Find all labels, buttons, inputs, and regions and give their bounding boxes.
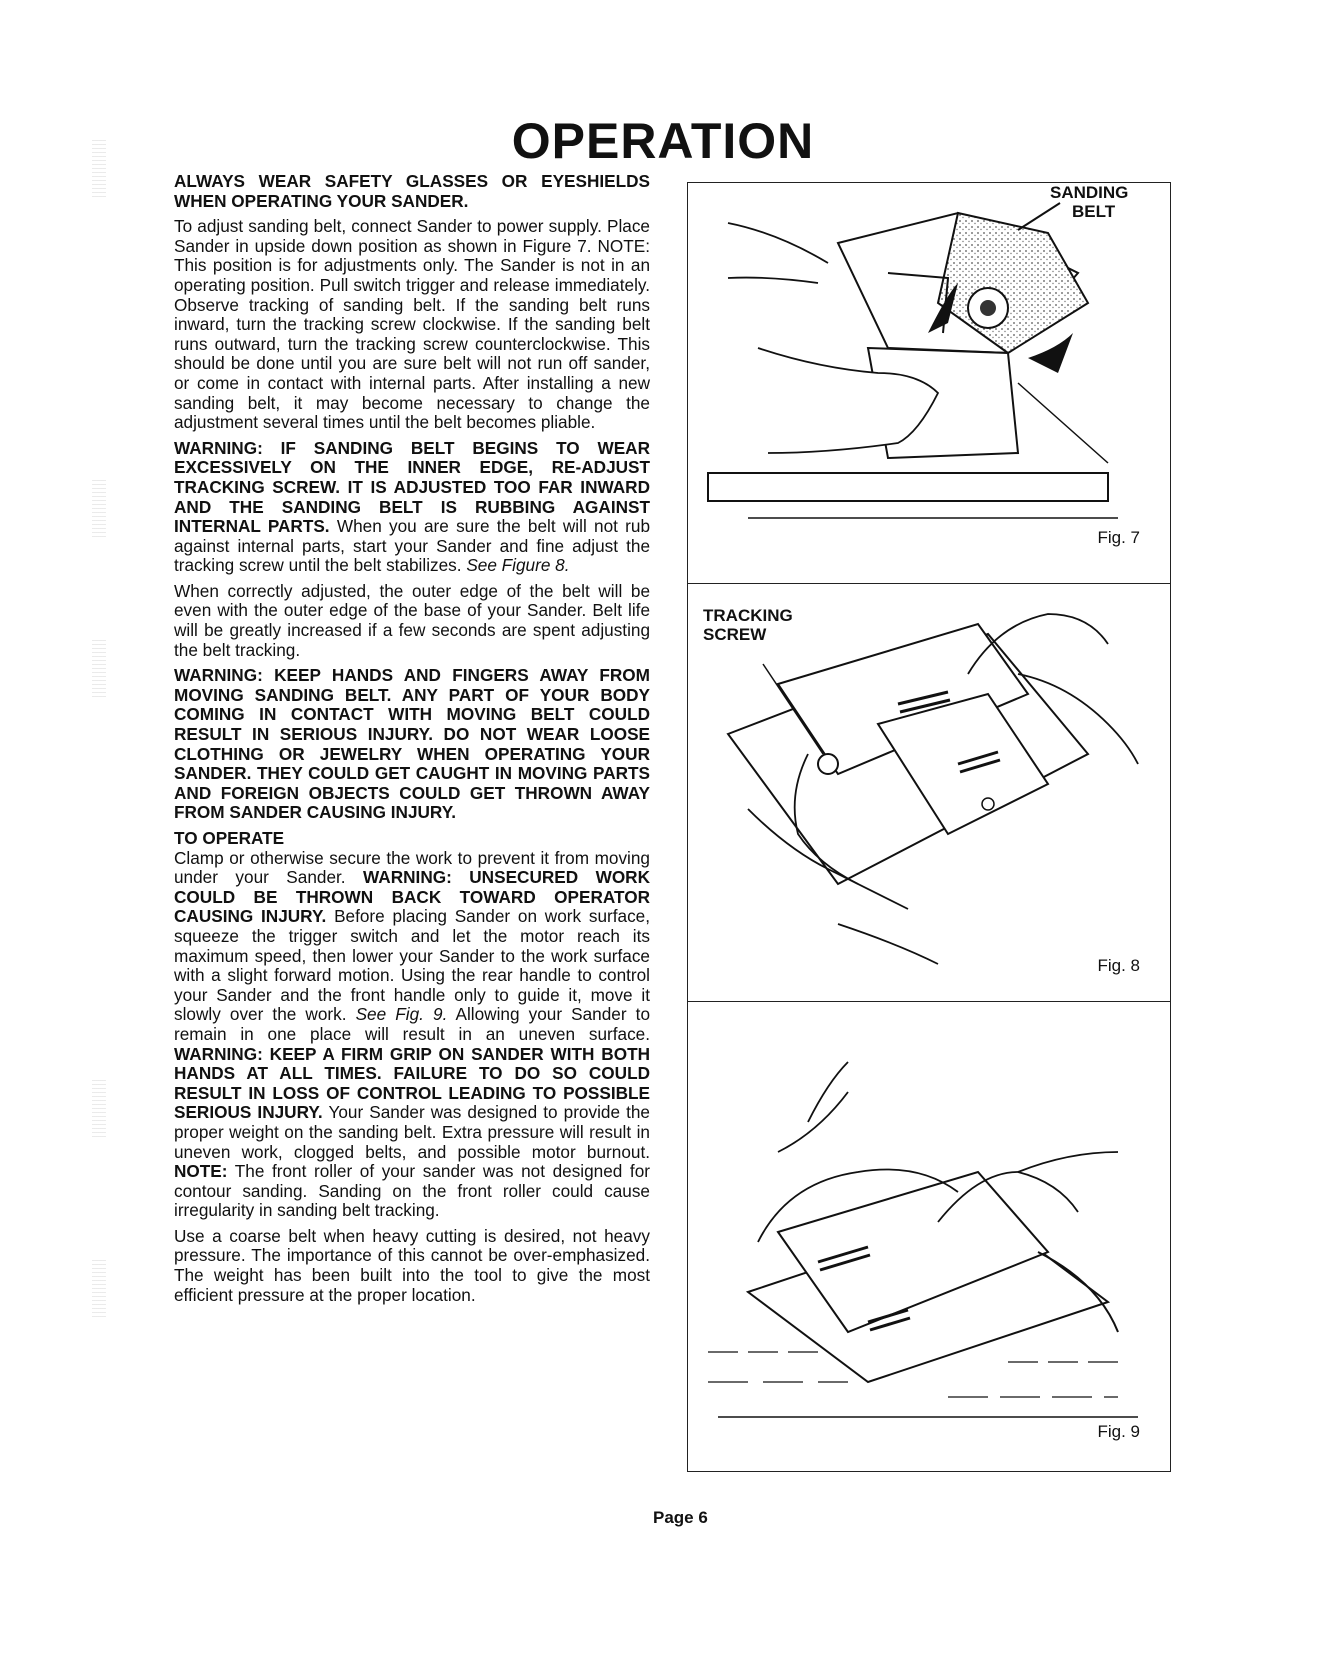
warning-tracking-text: When you are sure the belt will not rub against internal parts, start your Sander and fine adjust the tracking screw until the belt stabilizes. [174, 516, 651, 576]
text-column [174, 172, 650, 1311]
figure-8-reference: See Figure 8. [466, 555, 570, 576]
scan-artifact [92, 1080, 106, 1140]
to-operate-heading: TO OPERATE [174, 828, 285, 848]
operate-warning-2: WARNING: KEEP A FIRM GRIP ON SANDER WITH BOTH HANDS AT ALL TIMES. FAILURE TO DO SO COULD RESULT IN LOSS OF CONTROL LEADING TO POSSIBLE SERIOUS INJURY. [174, 1043, 650, 1123]
sander-upside-down-illustration [688, 183, 1170, 583]
sanding-operation-illustration [688, 1002, 1170, 1472]
tracking-adjust-illustration [688, 584, 1170, 1002]
operate-text-2: Before placing Sander on work surface, squeeze the trigger switch and let the motor reach its maximum speed, then lower your Sander to the work surface with a slight forward motion. Using the rear handle to control your Sander and the front handle only to guide it, move it slowly over the work. [174, 906, 650, 1025]
operate-text-3: Allowing your Sander to remain in one place will result in an uneven surface. [174, 1004, 651, 1044]
tracking-screw-label-line2: SCREW [703, 625, 767, 644]
warning-tracking-bold: WARNING: IF SANDING BELT BEGINS TO WEAR EXCESSIVELY ON THE INNER EDGE, RE-ADJUST TRACKING SCREW. IT IS ADJUSTED TOO FAR INWARD AND THE SANDING BELT IS RUBBING AGAINST INTERNAL PARTS. [174, 437, 650, 537]
page-title: OPERATION [511, 113, 815, 169]
safety-heading: ALWAYS WEAR SAFETY GLASSES OR EYESHIELDS WHEN OPERATING YOUR SANDER. [174, 171, 650, 211]
page-number: Page 6 [653, 1508, 708, 1527]
figure-9-caption: Fig. 9 [1097, 1422, 1140, 1441]
operate-paragraph [174, 849, 650, 1221]
operate-note-label: NOTE: [174, 1161, 228, 1182]
scan-artifact [92, 480, 106, 540]
sanding-belt-label-line2: BELT [1072, 202, 1116, 221]
scan-artifact [92, 640, 106, 700]
tracking-screw-label [703, 606, 793, 644]
scan-artifact [92, 1260, 106, 1320]
figure-8 [688, 583, 1170, 1002]
sanding-belt-label [1050, 183, 1128, 221]
figure-9 [688, 1001, 1170, 1472]
operate-text-4: Your Sander was designed to provide the proper weight on the sanding belt. Extra pressure will result in uneven work, clogged belts, and possible motor burnout. [174, 1102, 650, 1162]
tracking-screw-label-line1: TRACKING [703, 606, 793, 625]
warning-hands: WARNING: KEEP HANDS AND FINGERS AWAY FROM MOVING SANDING BELT. ANY PART OF YOUR BODY COMING IN CONTACT WITH MOVING BELT COULD RESULT IN SERIOUS INJURY. DO NOT WEAR LOOSE CLOTHING OR JEWELRY WHEN OPERATING YOUR SANDER. THEY COULD GET CAUGHT IN MOVING PARTS AND FOREIGN OBJECTS COULD GET THROWN AWAY FROM SANDER CAUSING INJURY. [174, 665, 650, 823]
operate-text-5: The front roller of your sander was not designed for contour sanding. Sanding on the front roller could cause irregularity in sanding belt tracking. [174, 1161, 650, 1221]
figure-8-caption: Fig. 8 [1097, 956, 1140, 975]
operate-text-1: Clamp or otherwise secure the work to prevent it from moving under your Sander. [174, 847, 650, 888]
warning-tracking [174, 439, 650, 576]
correct-adjust-paragraph: When correctly adjusted, the outer edge of the belt will be even with the outer edge of the base of your Sander. Belt life will be greatly increased if a few seconds are spent adjusting the belt tracking. [174, 580, 650, 660]
coarse-belt-paragraph: Use a coarse belt when heavy cutting is desired, not heavy pressure. The importance of this cannot be over-emphasized. The weight has been built into the tool to give the most efficient pressure at the proper location. [174, 1225, 650, 1305]
sanding-belt-label-line1: SANDING [1050, 183, 1129, 202]
figure-7-caption: Fig. 7 [1097, 528, 1140, 547]
adjust-paragraph: To adjust sanding belt, connect Sander to power supply. Place Sander in upside down position as shown in Figure 7. NOTE: This position is for adjustments only. The Sander is not in an operating position. Pull switch trigger and release immediately. Observe tracking of sanding belt. If the sanding belt runs inward, turn the tracking screw clockwise. If the sanding belt runs outward, turn the tracking screw counterclockwise. This should be done until you are sure belt will not run off sander, or come in contact with internal parts. After installing a new sanding belt, it may become necessary to change the adjustment several times until the belt becomes pliable. [174, 216, 650, 433]
operate-warning-1: WARNING: UNSECURED WORK COULD BE THROWN BACK TOWARD OPERATOR CAUSING INJURY. [174, 867, 651, 927]
figure-7 [688, 183, 1170, 583]
figure-panel [687, 182, 1171, 1472]
figure-9-reference: See Fig. 9. [355, 1004, 448, 1025]
